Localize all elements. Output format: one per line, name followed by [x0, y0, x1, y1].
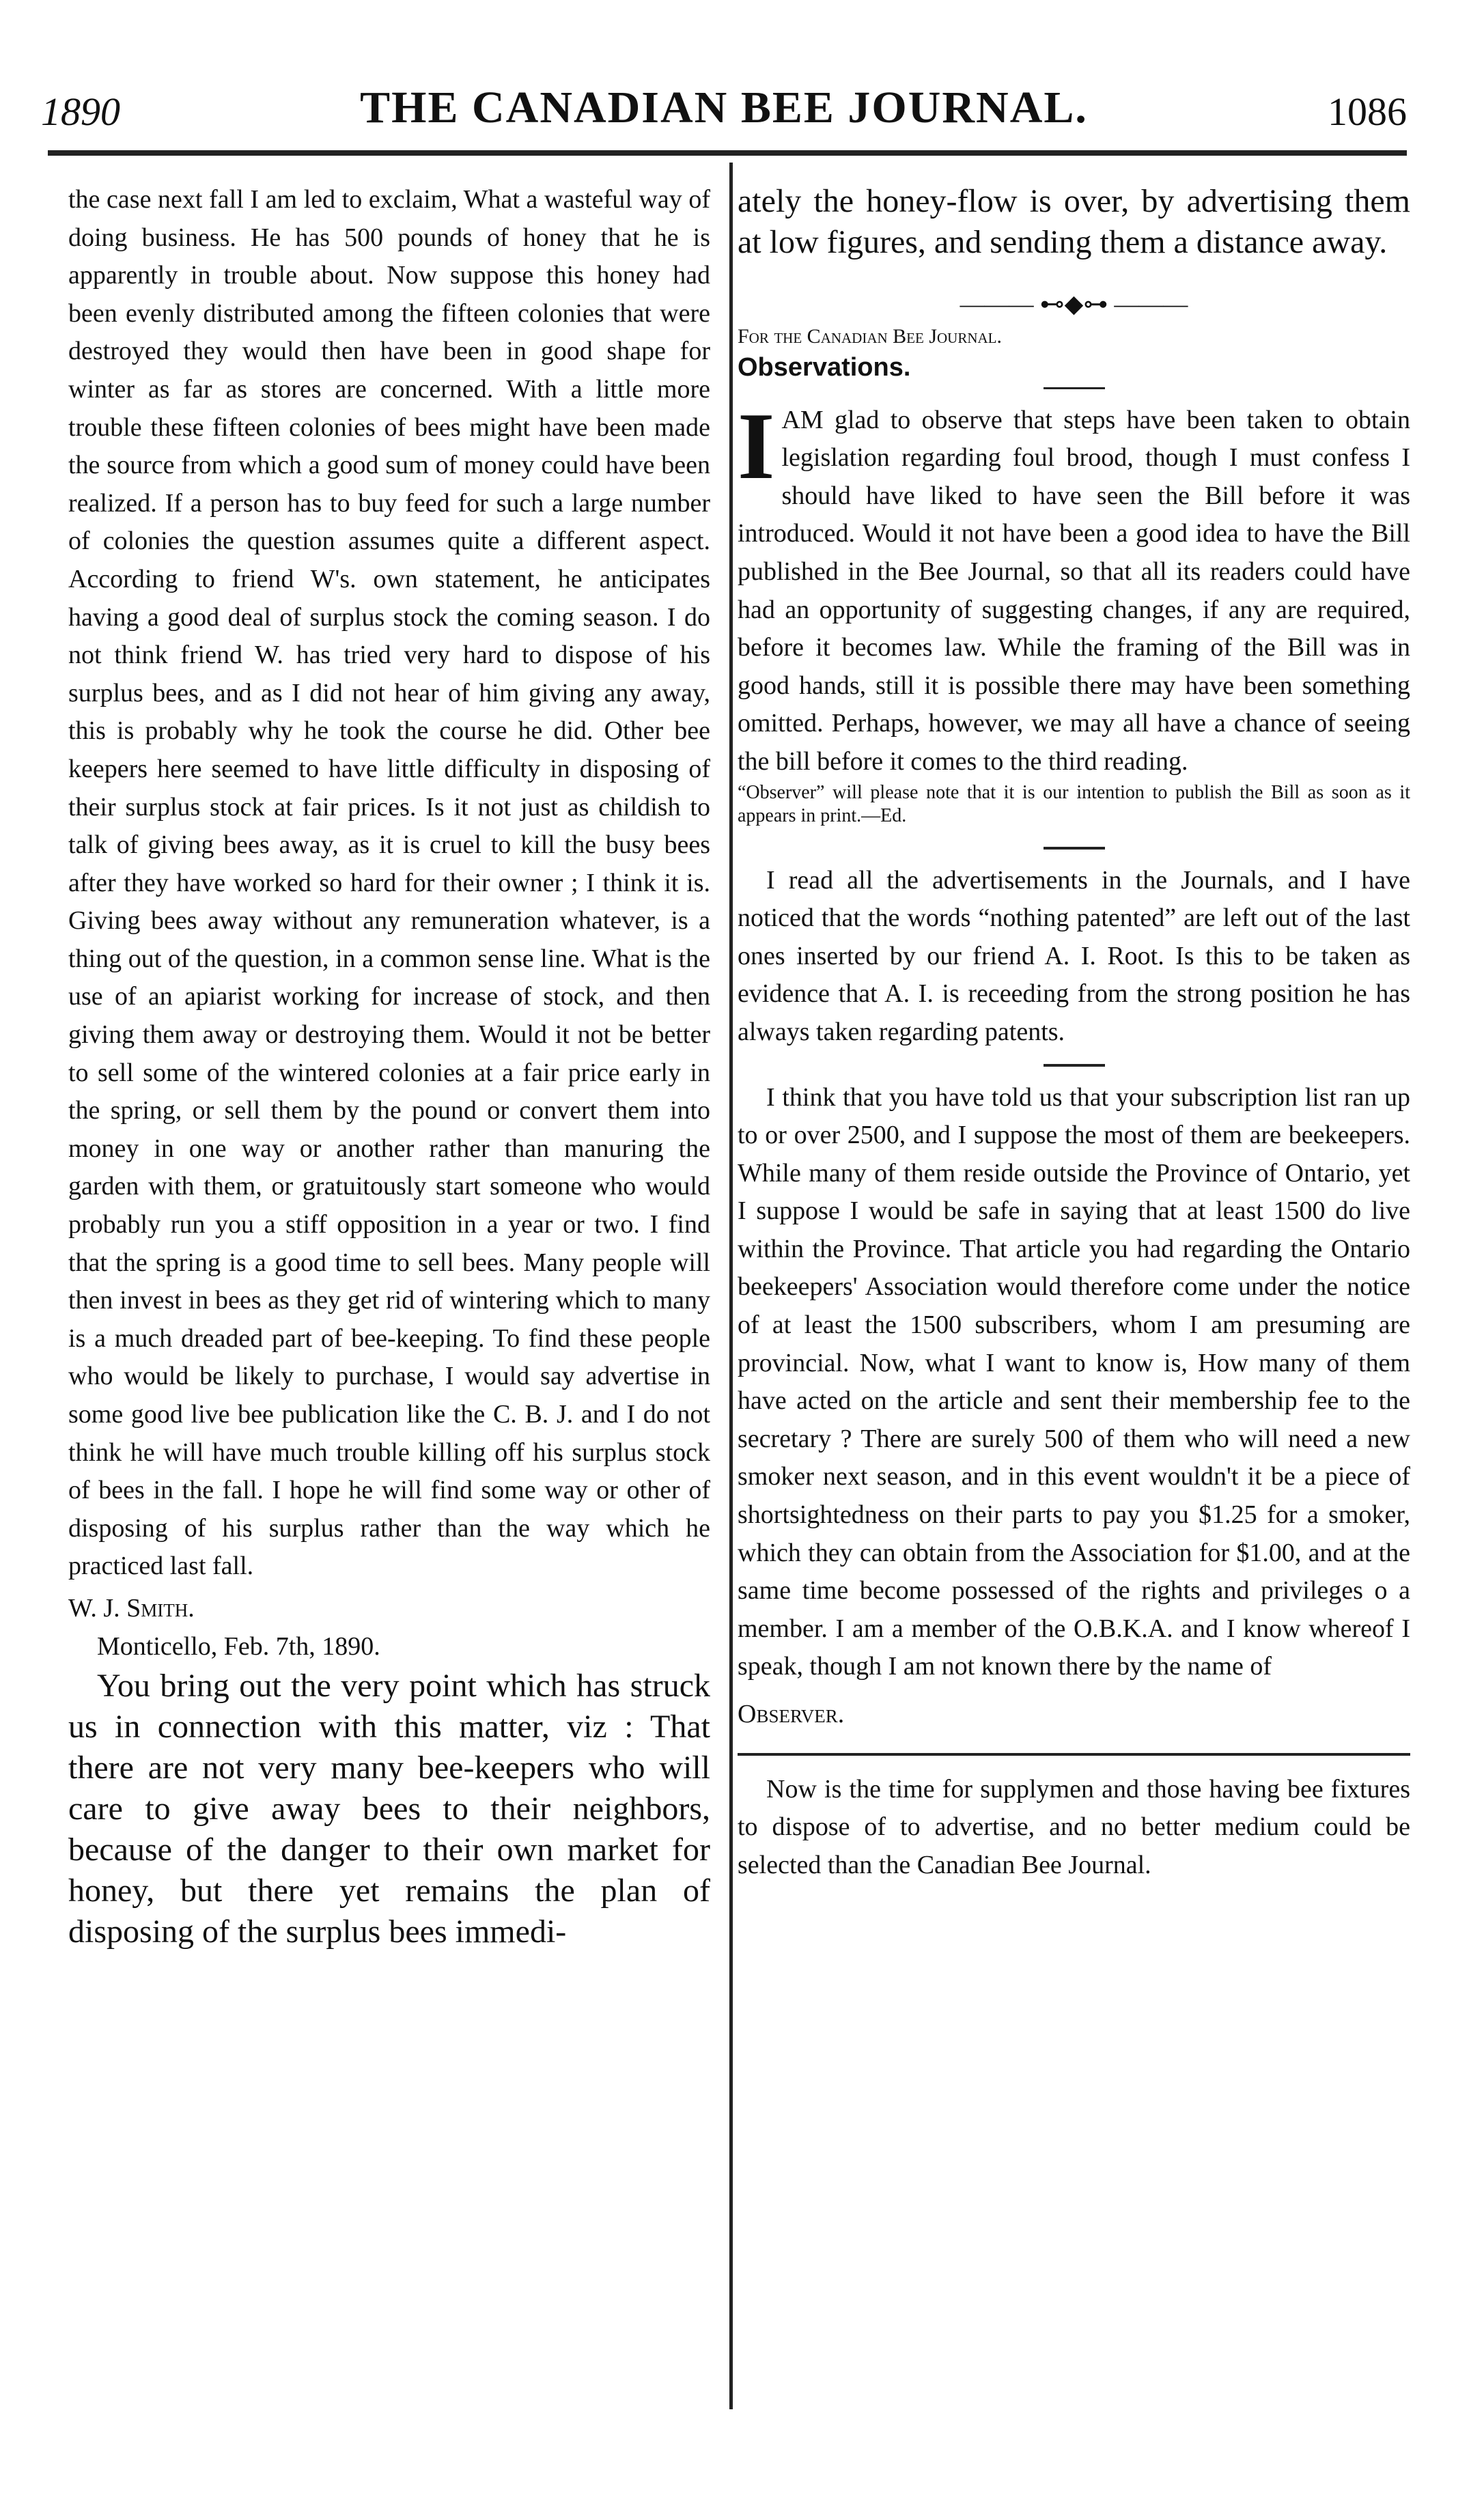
- right-column: [738, 181, 1410, 1884]
- section-ornament: ——— ⊷◆⊶ ———: [960, 290, 1188, 318]
- observer-signature: Observer.: [738, 1700, 845, 1728]
- article-byline: For the Canadian Bee Journal.: [738, 325, 1003, 348]
- left-column: [68, 181, 710, 1952]
- header-year: 1890: [41, 89, 120, 134]
- letter-dateline: Monticello, Feb. 7th, 1890.: [97, 1631, 380, 1661]
- header-rule: [48, 150, 1407, 156]
- observations-paragraph-1-text: AM glad to observe that steps have been taken to obtain legislation regarding foul brood, though I must confess I should have liked to have seen the Bill before it was introduced. Would it not have been a good idea to have the Bill published in the Bee Journal, so that all its readers could have had an opportunity of suggesting changes, if any are required, before it becomes law. While the framing of the Bill was in good hands, still it is possible there may have been something omitted. Perhaps, however, we may all have a chance of seeing the bill before it comes to the third reading.: [738, 405, 1410, 776]
- section-rule-3: [738, 1753, 1410, 1756]
- smith-letter-body: the case next fall I am led to exclaim, What a wasteful way of doing business. He has 500 pounds of honey that he is apparently in trouble about. Now suppose this honey had been evenly distributed among the fifteen colonies that were destroyed they would then have been in good shape for winter as far as stores are concerned. With a little more trouble these fifteen colonies of bees might have been made the source from which a good sum of money could have been realized. If a person has to buy feed for such a large number of colonies the question assumes quite a different aspect. According to friend W's. own statement, he anticipates having a good deal of surplus stock the coming season. I do not think friend W. has tried very hard to dispose of his surplus bees, and as I did not hear of him giving any away, this is probably why he took the course he did. Other bee keepers here seemed to have little difficulty in disposing of their surplus stock at fair prices. Is it not just as childish to talk of giving bees away, as it is cruel to kill the busy bees after they have worked so hard for their owner ; I think it is. Giving bees away without any remuneration whatever, is a thing out of the question, in a common sense line. What is the use of an apiarist working for increase of stock, and then giving them away or destroying them. Would it not be better to sell some of the wintered colonies at a fair price early in the spring, or sell them by the pound or convert them into money in one way or another rather than manuring the garden with them, or gratuitously start someone who would probably run you a stiff opposition in a year or two. I find that the spring is a good time to sell bees. Many people will then invest in bees as they get rid of wintering which to many is a much dreaded part of bee-keeping. To find these people who would be likely to purchase, I would say advertise in some good live bee publication like the C. B. J. and I do not think he will have much trouble killing off his surplus stock of bees in the fall. I hope he will find some way or other of disposing of his surplus rather than the way which he practiced last fall.: [68, 185, 710, 1581]
- drop-cap: I: [738, 393, 775, 499]
- article-heading: Observations.: [738, 353, 911, 382]
- heading-rule: [1044, 387, 1105, 389]
- editor-note: “Observer” will please note that it is our intention to publish the Bill as soon as it appears in print.—Ed.: [738, 781, 1410, 826]
- section-rule-1: [1044, 847, 1105, 850]
- column-divider: [729, 163, 733, 2409]
- page-header: [41, 82, 1407, 143]
- observations-paragraph-2: I read all the advertisements in the Journals, and I have noticed that the words “nothing patented” are left out of the last ones inserted by our friend A. I. Root. Is this to be taken as evidence that A. I. is receeding from the strong position he has always taken regarding patents.: [738, 865, 1410, 1046]
- journal-title: THE CANADIAN BEE JOURNAL.: [360, 83, 1088, 132]
- editor-reply-continued: ately the honey-flow is over, by advertising them at low figures, and sending them a distance away.: [738, 183, 1410, 260]
- page-number: 1086: [1328, 89, 1407, 134]
- observations-paragraph-3: I think that you have told us that your subscription list ran up to or over 2500, and I suppose the most of them are beekeepers. While many of them reside outside the Province of Ontario, yet I suppose I would be safe in saying that at least 1500 do live within the Province. That article you had regarding the Ontario beekeepers' Association would therefore come under the notice of at least the 1500 subscribers, whom I am presuming are provincial. Now, what I want to know is, How many of them have acted on the article and sent their membership fee to the secretary ? There are surely 500 of them who will need a new smoker next season, and in this event wouldn't it be a piece of shortsightedness on their parts to pay you $1.25 for a smoker, which they can obtain from the Association for $1.00, and at the same time become possessed of the rights and privileges o a member. I am a member of the O.B.K.A. and I know whereof I speak, though I am not known there by the name of: [738, 1082, 1410, 1681]
- observations-paragraph-1: [738, 393, 1410, 781]
- smith-signature: W. J. Smith.: [68, 1593, 195, 1623]
- section-rule-2: [1044, 1064, 1105, 1067]
- editor-reply: You bring out the very point which has struck us in connection with this matter, viz : That there are not very many bee-keepers who will care to give away bees to their neighbors, because of the danger to their own market for honey, but there yet remains the plan of disposing of the surplus bees immedi-: [68, 1668, 710, 1950]
- advertising-notice: Now is the time for supplymen and those having bee fixtures to dispose of to advertise, and no better medium could be selected than the Canadian Bee Journal.: [738, 1774, 1410, 1879]
